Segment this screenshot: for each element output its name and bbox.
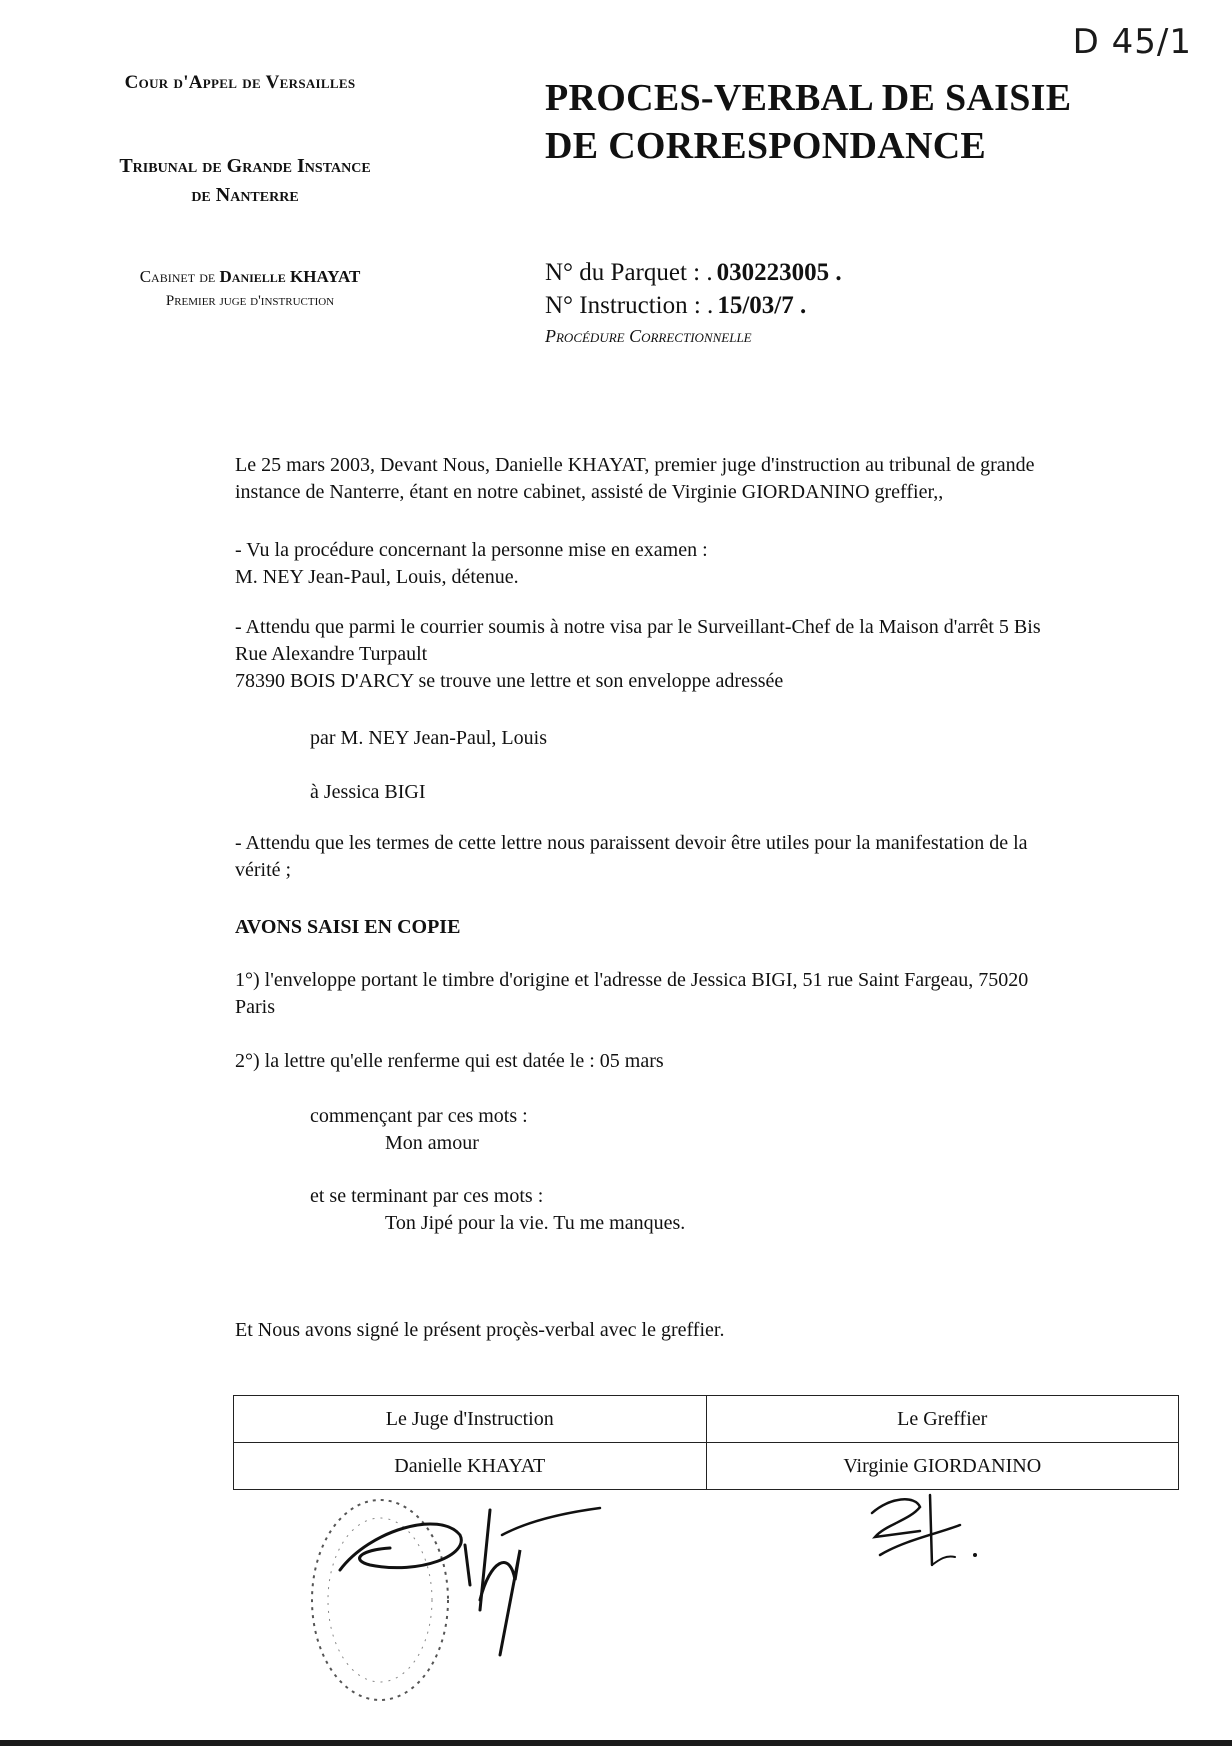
vu-paragraph: [235, 537, 1155, 591]
attendu-paragraph-2: [235, 830, 1155, 884]
title-line-1: PROCES-VERBAL DE SAISIE: [545, 77, 1072, 119]
instruction-number: 15/03/7 .: [717, 292, 807, 319]
cabinet-block: [85, 265, 415, 313]
clerk-name-cell: Virginie GIORDANINO: [706, 1443, 1179, 1490]
clerk-signature: [860, 1485, 990, 1575]
cabinet-prefix: Cabinet de: [139, 267, 216, 286]
item1-line-1: 1°) l'enveloppe portant le timbre d'origine et l'adresse de Jessica BIGI, 51 rue Saint Fargeau, 75020: [235, 969, 1029, 991]
judge-signature: [330, 1490, 620, 1660]
tribunal-name: [60, 152, 430, 210]
page-bottom-border: [0, 1740, 1232, 1746]
court-name: Cour d'Appel de Versailles: [124, 72, 356, 93]
attendu1-line-2: Rue Alexandre Turpault: [235, 643, 428, 665]
ending-words-label: et se terminant par ces mots :: [310, 1185, 544, 1207]
signature-table: [233, 1395, 1179, 1490]
attendu2-line-1: - Attendu que les termes de cette lettre nous paraissent devoir être utiles pour la manifestation de la: [235, 832, 1028, 854]
ending-words: Ton Jipé pour la vie. Tu me manques.: [385, 1212, 686, 1234]
cabinet-judge: Danielle KHAYAT: [219, 267, 361, 286]
table-row: [234, 1396, 1179, 1443]
vu-line-1: - Vu la procédure concernant la personne mise en examen :: [235, 539, 708, 561]
seized-item-2: 2°) la lettre qu'elle renferme qui est datée le : 05 mars: [235, 1050, 664, 1072]
starting-words: Mon amour: [385, 1132, 479, 1154]
page-title: [545, 74, 1205, 170]
table-row: [234, 1443, 1179, 1490]
intro-paragraph: [235, 452, 1155, 506]
attendu1-line-3: 78390 BOIS D'ARCY se trouve une lettre et son enveloppe adressée: [235, 670, 784, 692]
item1-line-2: Paris: [235, 996, 275, 1018]
parquet-number: 030223005 .: [716, 259, 842, 286]
cabinet-line: [85, 265, 415, 289]
attendu-paragraph-1: [235, 614, 1155, 695]
intro-line-1: Le 25 mars 2003, Devant Nous, Danielle KHAYAT, premier juge d'instruction au tribunal de grande: [235, 454, 1035, 476]
title-line-2: DE CORRESPONDANCE: [545, 125, 987, 167]
parquet-label: N° du Parquet : .: [545, 259, 713, 286]
attendu1-line-1: - Attendu que parmi le courrier soumis à notre visa par le Surveillant-Chef de la Maison d'arrêt 5 Bis: [235, 616, 1041, 638]
intro-line-2: instance de Nanterre, étant en notre cabinet, assisté de Virginie GIORDANINO greffier,,: [235, 481, 944, 503]
judge-name-cell: Danielle KHAYAT: [234, 1443, 707, 1490]
attendu2-line-2: vérité ;: [235, 859, 292, 881]
parquet-row: [545, 256, 842, 289]
instruction-row: [545, 289, 842, 322]
procedure-type: Procédure Correctionnelle: [545, 326, 752, 346]
instruction-label: N° Instruction : .: [545, 292, 714, 319]
closing-statement: Et Nous avons signé le présent proçès-verbal avec le greffier.: [235, 1319, 725, 1341]
recipient-line: à Jessica BIGI: [310, 781, 426, 803]
case-references: [545, 256, 842, 322]
vu-line-2: M. NEY Jean-Paul, Louis, détenue.: [235, 566, 519, 588]
seizure-heading: AVONS SAISI EN COPIE: [235, 916, 461, 938]
clerk-header-cell: Le Greffier: [706, 1396, 1179, 1443]
seized-item-1: [235, 967, 1155, 1021]
judge-title: Premier juge d'instruction: [165, 293, 335, 309]
judge-header-cell: Le Juge d'Instruction: [234, 1396, 707, 1443]
tribunal-line-1: Tribunal de Grande Instance: [119, 155, 371, 177]
starting-words-label: commençant par ces mots :: [310, 1105, 528, 1127]
sender-line: par M. NEY Jean-Paul, Louis: [310, 727, 547, 749]
document-reference: D 45/1: [1072, 22, 1192, 62]
tribunal-line-2: de Nanterre: [191, 184, 299, 206]
